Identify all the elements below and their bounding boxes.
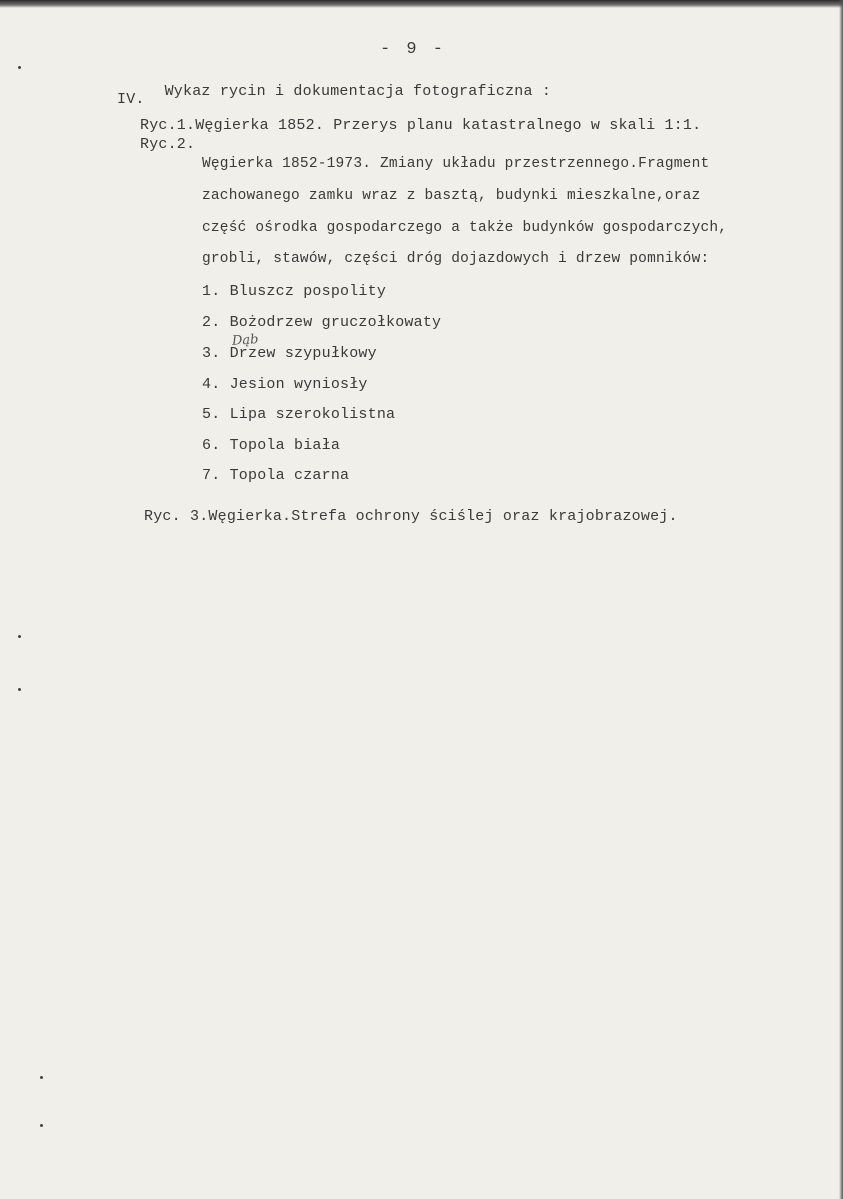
section-number: IV. [117,91,145,108]
figure-2-description-line: część ośrodka gospodarczego a także budynków gospodarczych, [202,220,728,236]
scan-right-edge [839,0,843,1199]
tree-list-item: 1. Bluszcz pospolity [202,283,387,300]
figure-1-caption: Ryc.1.Węgierka 1852. Przerys planu katastralnego w skali 1:1. [140,117,702,134]
figure-2-description-line: grobli, stawów, części dróg dojazdowych i drzew pomników: [202,251,710,267]
tree-list-item: 5. Lipa szerokolistna [202,406,396,423]
scan-top-edge [0,0,843,8]
page-number: - 9 - [380,40,447,59]
section-heading [117,83,552,108]
scan-dot [40,1076,43,1079]
scan-dot [40,1124,43,1127]
tree-list-item: 7. Topola czarna [202,467,350,484]
handwritten-correction: Dąb [231,332,259,349]
scan-dot [18,635,21,638]
figure-2-description-line: Węgierka 1852-1973. Zmiany układu przestrzennego.Fragment [202,156,710,172]
tree-list-item: 2. Bożodrzew gruczołkowaty [202,314,442,331]
scan-dot [18,688,21,691]
figure-2-label: Ryc.2. [140,136,196,153]
scan-dot [18,66,21,69]
tree-list-item: 4. Jesion wyniosły [202,376,368,393]
tree-list-item: 3. Drzew szypułkowy [202,345,377,362]
figure-2-description-line: zachowanego zamku wraz z basztą, budynki mieszkalne,oraz [202,188,701,204]
figure-3-caption: Ryc. 3.Węgierka.Strefa ochrony ściślej oraz krajobrazowej. [144,508,678,525]
tree-list-item: 6. Topola biała [202,437,341,454]
section-title: Wykaz rycin i dokumentacja fotograficzna : [164,83,552,100]
